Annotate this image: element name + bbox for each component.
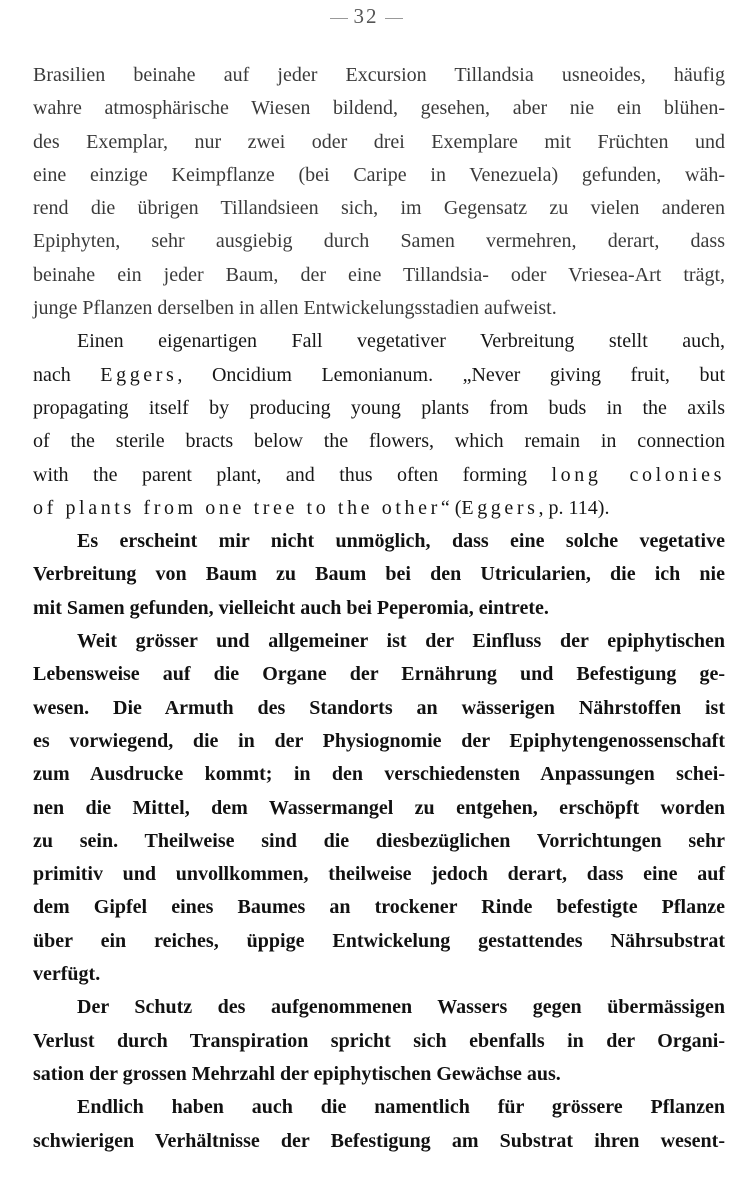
text-line: Verlust durch Transpiration spricht sich ebenfalls in der Organi- (33, 1029, 725, 1052)
text-line: with the parent plant, and thus often forming long colonies (33, 463, 725, 486)
text-line: Es erscheint mir nicht unmöglich, dass eine solche vegetative (77, 530, 725, 553)
text-line: nach Eggers, Oncidium Lemonianum. „Never giving fruit, but (33, 363, 725, 386)
text-line: propagating itself by producing young plants from buds in the axils (33, 396, 725, 419)
page-header (0, 4, 732, 29)
text-line: zum Ausdrucke kommt; in den verschiedensten Anpassungen schei- (33, 763, 725, 786)
text-line: rend die übrigen Tillandsieen sich, im Gegensatz zu vielen anderen (33, 197, 725, 220)
text-line: es vorwiegend, die in der Physiognomie der Epiphytengenossenschaft (33, 729, 725, 752)
page-number: 32 (353, 4, 379, 28)
emphasis-text: long colonies (551, 463, 725, 486)
text-line: wahre atmosphärische Wiesen bildend, gesehen, aber nie ein blühen- (33, 97, 725, 120)
text-line: wesen. Die Armuth des Standorts an wässerigen Nährstoffen ist (33, 696, 725, 719)
text-line: Verbreitung von Baum zu Baum bei den Utricularien, die ich nie (33, 563, 725, 586)
author-name: Eggers (100, 363, 178, 386)
text-line: schwierigen Verhältnisse der Befestigung am Substrat ihren wesent- (33, 1129, 725, 1152)
emphasis-text: of plants from one tree to the other (33, 496, 441, 519)
text-line: of plants from one tree to the other“ (Eggers, p. 114). (33, 496, 610, 519)
text-line: sation der grossen Mehrzahl der epiphytischen Gewächse aus. (33, 1062, 561, 1085)
text-line: Epiphyten, sehr ausgiebig durch Samen vermehren, derart, dass (33, 230, 725, 253)
text-line: of the sterile bracts below the flowers, which remain in connection (33, 430, 725, 453)
folio-dash-right (385, 18, 403, 19)
author-name: Eggers (461, 496, 539, 519)
text-line: beinahe ein jeder Baum, der eine Tillandsia- oder Vriesea-Art trägt, (33, 263, 725, 286)
text-line: Endlich haben auch die namentlich für grössere Pflanzen (77, 1096, 725, 1119)
text-line: primitiv und unvollkommen, theilweise jedoch derart, dass eine auf (33, 863, 725, 886)
text-line: zu sein. Theilweise sind die diesbezüglichen Vorrichtungen sehr (33, 829, 725, 852)
text-line: Der Schutz des aufgenommenen Wassers gegen übermässigen (77, 996, 725, 1019)
text-line: Einen eigenartigen Fall vegetativer Verbreitung stellt auch, (77, 330, 725, 353)
text-line: junge Pflanzen derselben in allen Entwickelungsstadien aufweist. (33, 297, 557, 320)
text-line: nen die Mittel, dem Wassermangel zu entgehen, erschöpft worden (33, 796, 725, 819)
text-line: verfügt. (33, 963, 101, 986)
folio-dash-left (330, 18, 348, 19)
text-line: Lebensweise auf die Organe der Ernährung und Befestigung ge- (33, 663, 725, 686)
text-line: Weit grösser und allgemeiner ist der Einfluss der epiphytischen (77, 630, 725, 653)
text-line: eine einzige Keimpflanze (bei Caripe in Venezuela) gefunden, wäh- (33, 163, 725, 186)
text-line: dem Gipfel eines Baumes an trockener Rinde befestigte Pflanze (33, 896, 725, 919)
text-line: Brasilien beinahe auf jeder Excursion Tillandsia usneoides, häufig (33, 64, 725, 86)
text-line: mit Samen gefunden, vielleicht auch bei Peperomia, eintrete. (33, 596, 549, 619)
text-line: des Exemplar, nur zwei oder drei Exemplare mit Früchten und (33, 130, 725, 153)
text-column (33, 59, 725, 1158)
text-line: über ein reiches, üppige Entwickelung gestattendes Nährsubstrat (33, 929, 725, 952)
